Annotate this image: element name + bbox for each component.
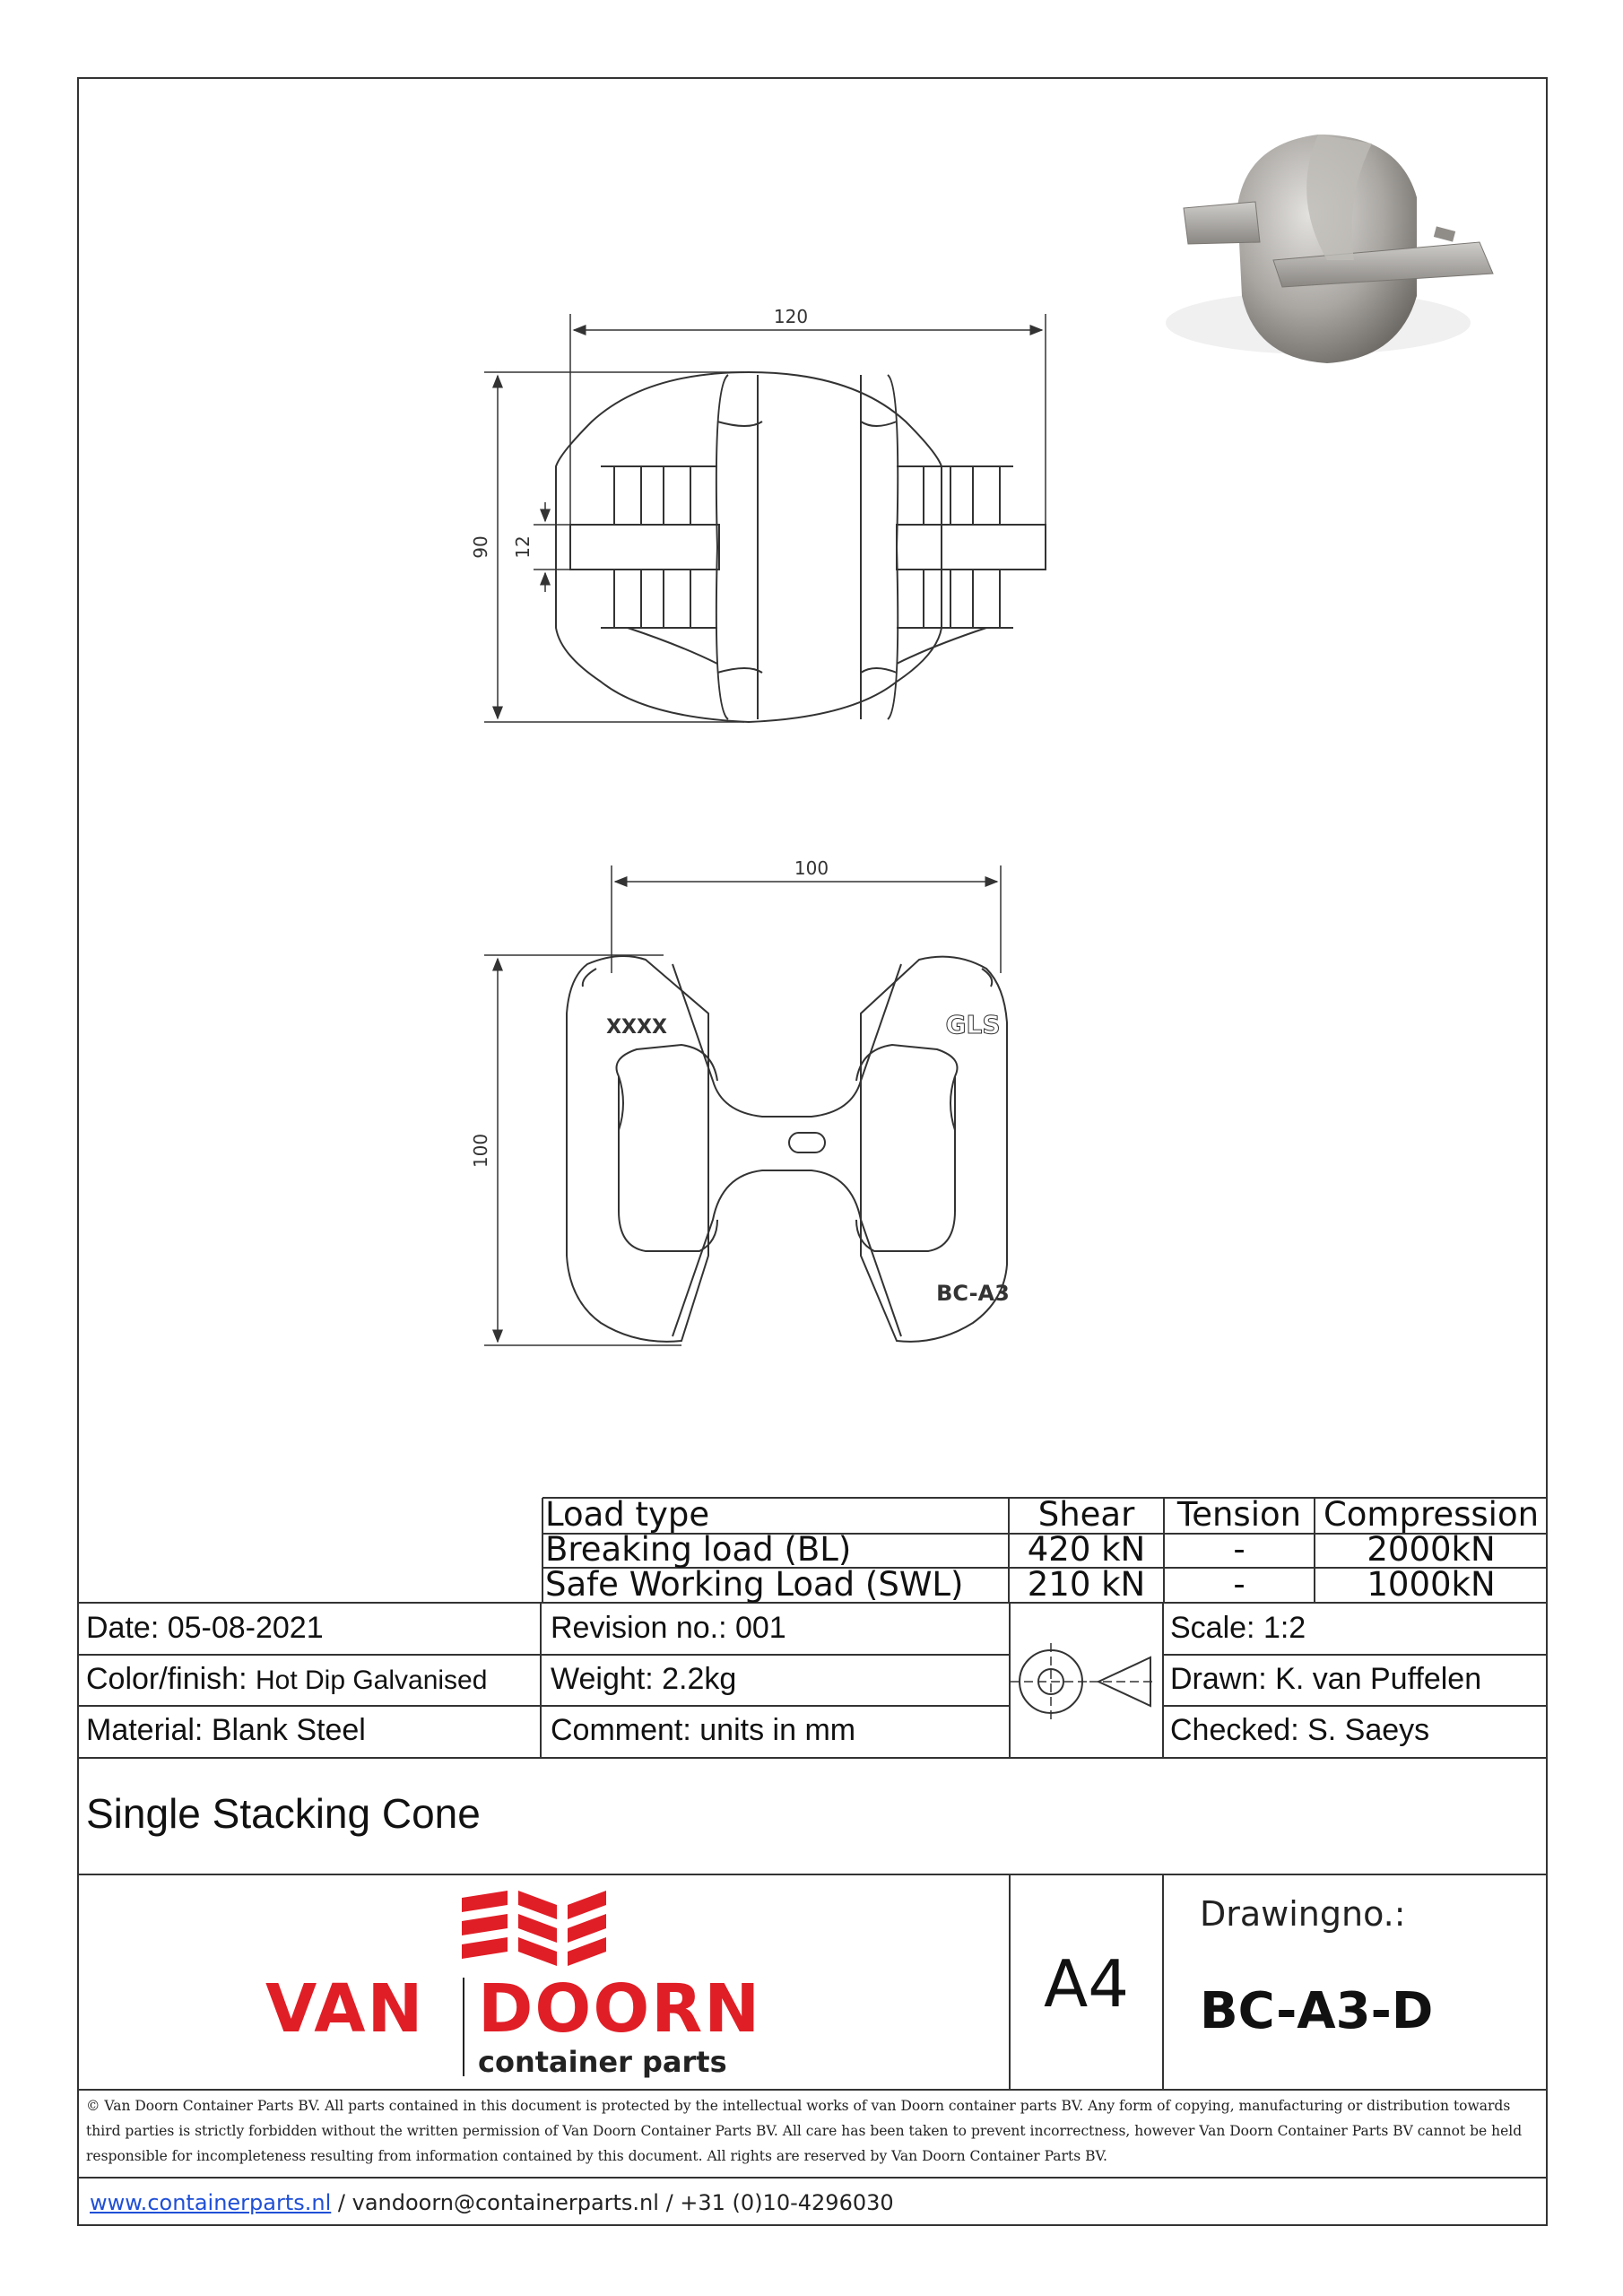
- contact-details: / vandoorn@containerparts.nl / +31 (0)10-4296030: [331, 2190, 894, 2215]
- swl-compression: 1000kN: [1367, 1565, 1496, 1604]
- checked-field: Checked: S. Saeys: [1170, 1713, 1430, 1747]
- date-field: Date: 05-08-2021: [86, 1611, 324, 1645]
- dim-bottom-width: 100: [794, 857, 829, 879]
- marking-xxxx: XXXX: [606, 1016, 667, 1039]
- swl-tension: -: [1233, 1565, 1245, 1604]
- tension-header: Tension: [1176, 1495, 1302, 1534]
- logo-word-doorn: DOORN: [478, 1970, 762, 2048]
- bottom-view-dimensions: [484, 865, 1001, 1345]
- logo-subtitle: container parts: [478, 2045, 727, 2079]
- dim-top-height: 90: [470, 535, 491, 559]
- dim-top-width: 120: [773, 306, 809, 327]
- dim-bottom-height: 100: [470, 1133, 491, 1169]
- breaking-load-compression: 2000kN: [1367, 1530, 1496, 1569]
- website-link[interactable]: www.containerparts.nl: [90, 2190, 332, 2215]
- drawing-number-label: Drawingno.:: [1200, 1894, 1406, 1934]
- part-title: Single Stacking Cone: [86, 1790, 481, 1837]
- color-finish-label: Color/finish:: [86, 1662, 247, 1696]
- revision-field: Revision no.: 001: [551, 1611, 786, 1645]
- weight-field: Weight: 2.2kg: [551, 1662, 737, 1696]
- breaking-load-label: Breaking load (BL): [545, 1530, 852, 1569]
- marking-bc-a3: BC-A3: [936, 1281, 1010, 1306]
- van-doorn-logo-mark: [462, 1891, 606, 1966]
- material-field: Material: Blank Steel: [86, 1713, 366, 1747]
- marking-gls: GLS: [945, 1010, 1001, 1039]
- dim-top-plate: 12: [512, 535, 534, 559]
- drawing-number: BC-A3-D: [1200, 1982, 1434, 2040]
- projection-symbol-icon: [1011, 1643, 1157, 1720]
- breaking-load-shear: 420 kN: [1027, 1530, 1146, 1569]
- shear-header: Shear: [1037, 1495, 1135, 1534]
- logo-word-van: VAN: [265, 1970, 425, 2048]
- comment-field: Comment: units in mm: [551, 1713, 856, 1747]
- compression-header: Compression: [1323, 1495, 1540, 1534]
- contact-line: [90, 2190, 894, 2215]
- top-view: [556, 372, 1046, 722]
- swl-shear: 210 kN: [1027, 1565, 1146, 1604]
- color-finish-value: Hot Dip Galvanised: [255, 1665, 488, 1695]
- sheet-size: A4: [1043, 1946, 1130, 2022]
- product-render-image: [1166, 135, 1493, 363]
- copyright-notice: © Van Doorn Container Parts BV. All parts contained in this document is protected by the intellectual works of van Doorn container parts BV. Any form of copying, manufacturing or distribution towards third parties is strictly forbidden without the written permission of Van Doorn Container Parts BV. All care has been taken to prevent incorrectness, however Van Doorn Container Parts BV cannot be held responsible for incompleteness resulting from information contained by this document. All rights are reserved by Van Doorn Container Parts BV.: [86, 2098, 1523, 2164]
- swl-label: Safe Working Load (SWL): [545, 1565, 964, 1604]
- load-type-header: Load type: [545, 1495, 710, 1534]
- top-view-dimensions: [484, 314, 1046, 722]
- drawn-field: Drawn: K. van Puffelen: [1170, 1662, 1482, 1696]
- scale-field: Scale: 1:2: [1170, 1611, 1306, 1645]
- color-finish-field: [86, 1662, 487, 1697]
- breaking-load-tension: -: [1233, 1530, 1245, 1569]
